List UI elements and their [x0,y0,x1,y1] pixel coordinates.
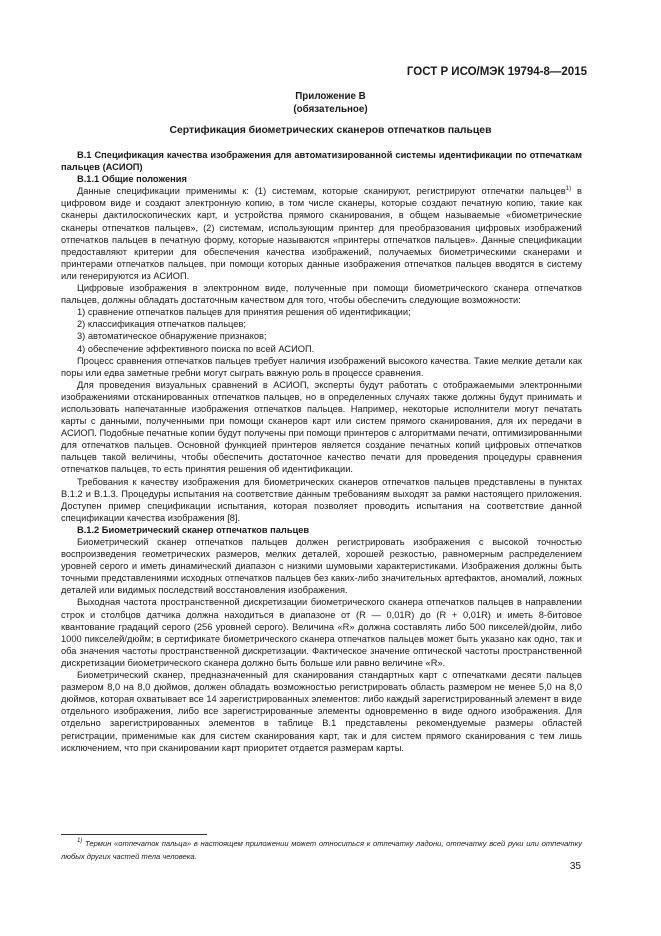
footnote-text: Термин «отпечаток пальца» в настоящем приложении может относиться к отпечатку ладони, отпечатку всей руки или отпечатку любых других частей тела человека. [61,839,582,861]
annex-label: Приложение В [295,91,366,102]
list-item: 3) автоматическое обнаружение признаков; [77,331,267,342]
footnote [61,838,582,863]
paragraph: Выходная частота пространственной дискретизации биометрического сканера отпечатков пальцев в направлении строк и столбцов датчика должна находиться в диапазоне от (R — 0,01R) до (R + 0,01R) и иметь 8-битовое квантование градаций серого (256 уровней серого). Величина «R» должна составлять либо 500 пикселей/дюйм, либо 1000 пикселей/дюйм; в сертификате биометрического сканера отпечатков пальцев может быть указано как одно, так и оба значения частоты пространственной дискретизации. Фактическое значение оптической частоты пространственной дискретизации биометрического сканера должно быть больше или равно величине «R». [61,597,582,668]
paragraph-text: Данные спецификации применимы к: (1) системам, которые сканируют, регистрируют отпечатки пальцев [77,186,566,197]
footnote-marker: 1) [77,838,83,844]
list-item: 2) классификация отпечатков пальцев; [77,319,246,330]
list-item: 4) обеспечение эффективного поиска по всей АСИОП. [77,343,315,354]
section-b12-heading: В.1.2 Биометрический сканер отпечатков пальцев [77,524,310,535]
paragraph: Для проведения визуальных сравнений в АСИОП, эксперты будут работать с отображаемыми электронными изображениями отсканированных отпечатков пальцев, но в определенных случаях также должны будут принимать и использовать напечатанные изображения отпечатков пальцев. Например, некоторые исполнители могут печатать карты с данными, полученными при помощи сканеров карт или систем прямого сканирования, для их передачи в АСИОП. Подобные печатные копии будут получены при помощи принтеров с алгоритмами печати, оптимизированными для отпечатков пальцев. Основной функцией принтеров является создание печатных копий цифровых отпечатков пальцев такой величины, чтобы обеспечить достаточное качество печати для проведения процедуры сравнения отпечатков пальцев, то есть принятия решения об идентификации. [61,379,582,475]
list-item: 1) сравнение отпечатков пальцев для принятия решения об идентификации; [77,307,411,318]
paragraph: Процесс сравнения отпечатков пальцев требует наличия изображений высокого качества. Такие мелкие детали как поры или едва заметные гребни могут сыграть важную роль в процессе сравнения. [61,355,582,378]
annex-title: Сертификация биометрических сканеров отпечатков пальцев [169,125,492,136]
paragraph-text: в цифровом виде и создают электронную копию, в том числе сканеры, которые создают печатную копию, такие как сканеры дактилоскопических карт, и устройства прямого сканирования, в общем называемые «биометрические сканеры отпечатков пальцев», (2) системам, использующим принтер для преобразования цифровых изображений отпечатков пальцев в печатную форму, которые называются «принтеры отпечатков пальцев». Данные спецификации предоставляют критерии для обеспечения качества изображений, получаемых биометрическими сканерами и принтерами отпечатков пальцев, при помощи которых данные изображения отпечатков пальцев вводятся в систему или генерируются из АСИОП. [61,186,582,281]
footnote-reference[interactable]: 1) [565,186,572,193]
footnote-divider [61,834,207,835]
annex-block [0,90,661,116]
paragraph: Цифровые изображения в электронном виде, полученные при помощи биометрического сканера отпечатков пальцев, должны обладать достаточным качеством для того, чтобы обеспечить следующие возможности: [61,283,582,306]
page-number: 35 [569,861,581,872]
section-b11-heading: В.1.1 Общие положения [77,174,187,185]
standard-header: ГОСТ Р ИСО/МЭК 19794-8—2015 [406,66,587,78]
paragraph [61,185,582,282]
section-b1-heading: В.1 Спецификация качества изображения для автоматизированной системы идентификации по отпечаткам пальцев (АСИОП) [61,150,582,173]
document-body [61,149,582,754]
paragraph: Требования к качеству изображения для биометрических сканеров отпечатков пальцев представлены в пунктах В.1.2 и В.1.3. Процедуры испытания на соответствие данным требованиям выходят за рамки настоящего приложения. Доступен пример спецификации испытания, которая позволяет проводить испытания на соответствие данной спецификации качества изображения [8]. [61,476,582,523]
annex-status: (обязательное) [293,104,368,115]
paragraph: Биометрический сканер, предназначенный для сканирования стандартных карт с отпечатками десяти пальцев размером 8,0 на 8,0 дюймов, должен обладать возможностью регистрировать область размером не менее 5,0 на 8,0 дюймов, которая охватывает все 14 зарегистрированных элементов: либо каждый зарегистрированный элемент в виде отдельного изображения, либо все зарегистрированные элементы одновременно в виде одного изображения. Для отдельно зарегистрированных элементов в таблице В.1 представлены рекомендуемые размеры областей регистрации, применимые как для систем сканирования карт, так и для систем прямого сканирования с тем лишь исключением, что при сканировании карт приоритет отдается размерам карты. [61,670,582,753]
paragraph: Биометрический сканер отпечатков пальцев должен регистрировать изображения с высокой точностью воспроизведения геометрических размеров, мелких деталей, хорошей резкостью, равномерным распределением уровней серого и иметь динамический диапазон с низкими шумовыми характеристиками. Изображения должны быть точными представлениями исходных отпечатков пальцев без каких-либо значительных артефактов, аномалий, ложных деталей или видимых последствий восстановления изображения. [61,537,582,596]
